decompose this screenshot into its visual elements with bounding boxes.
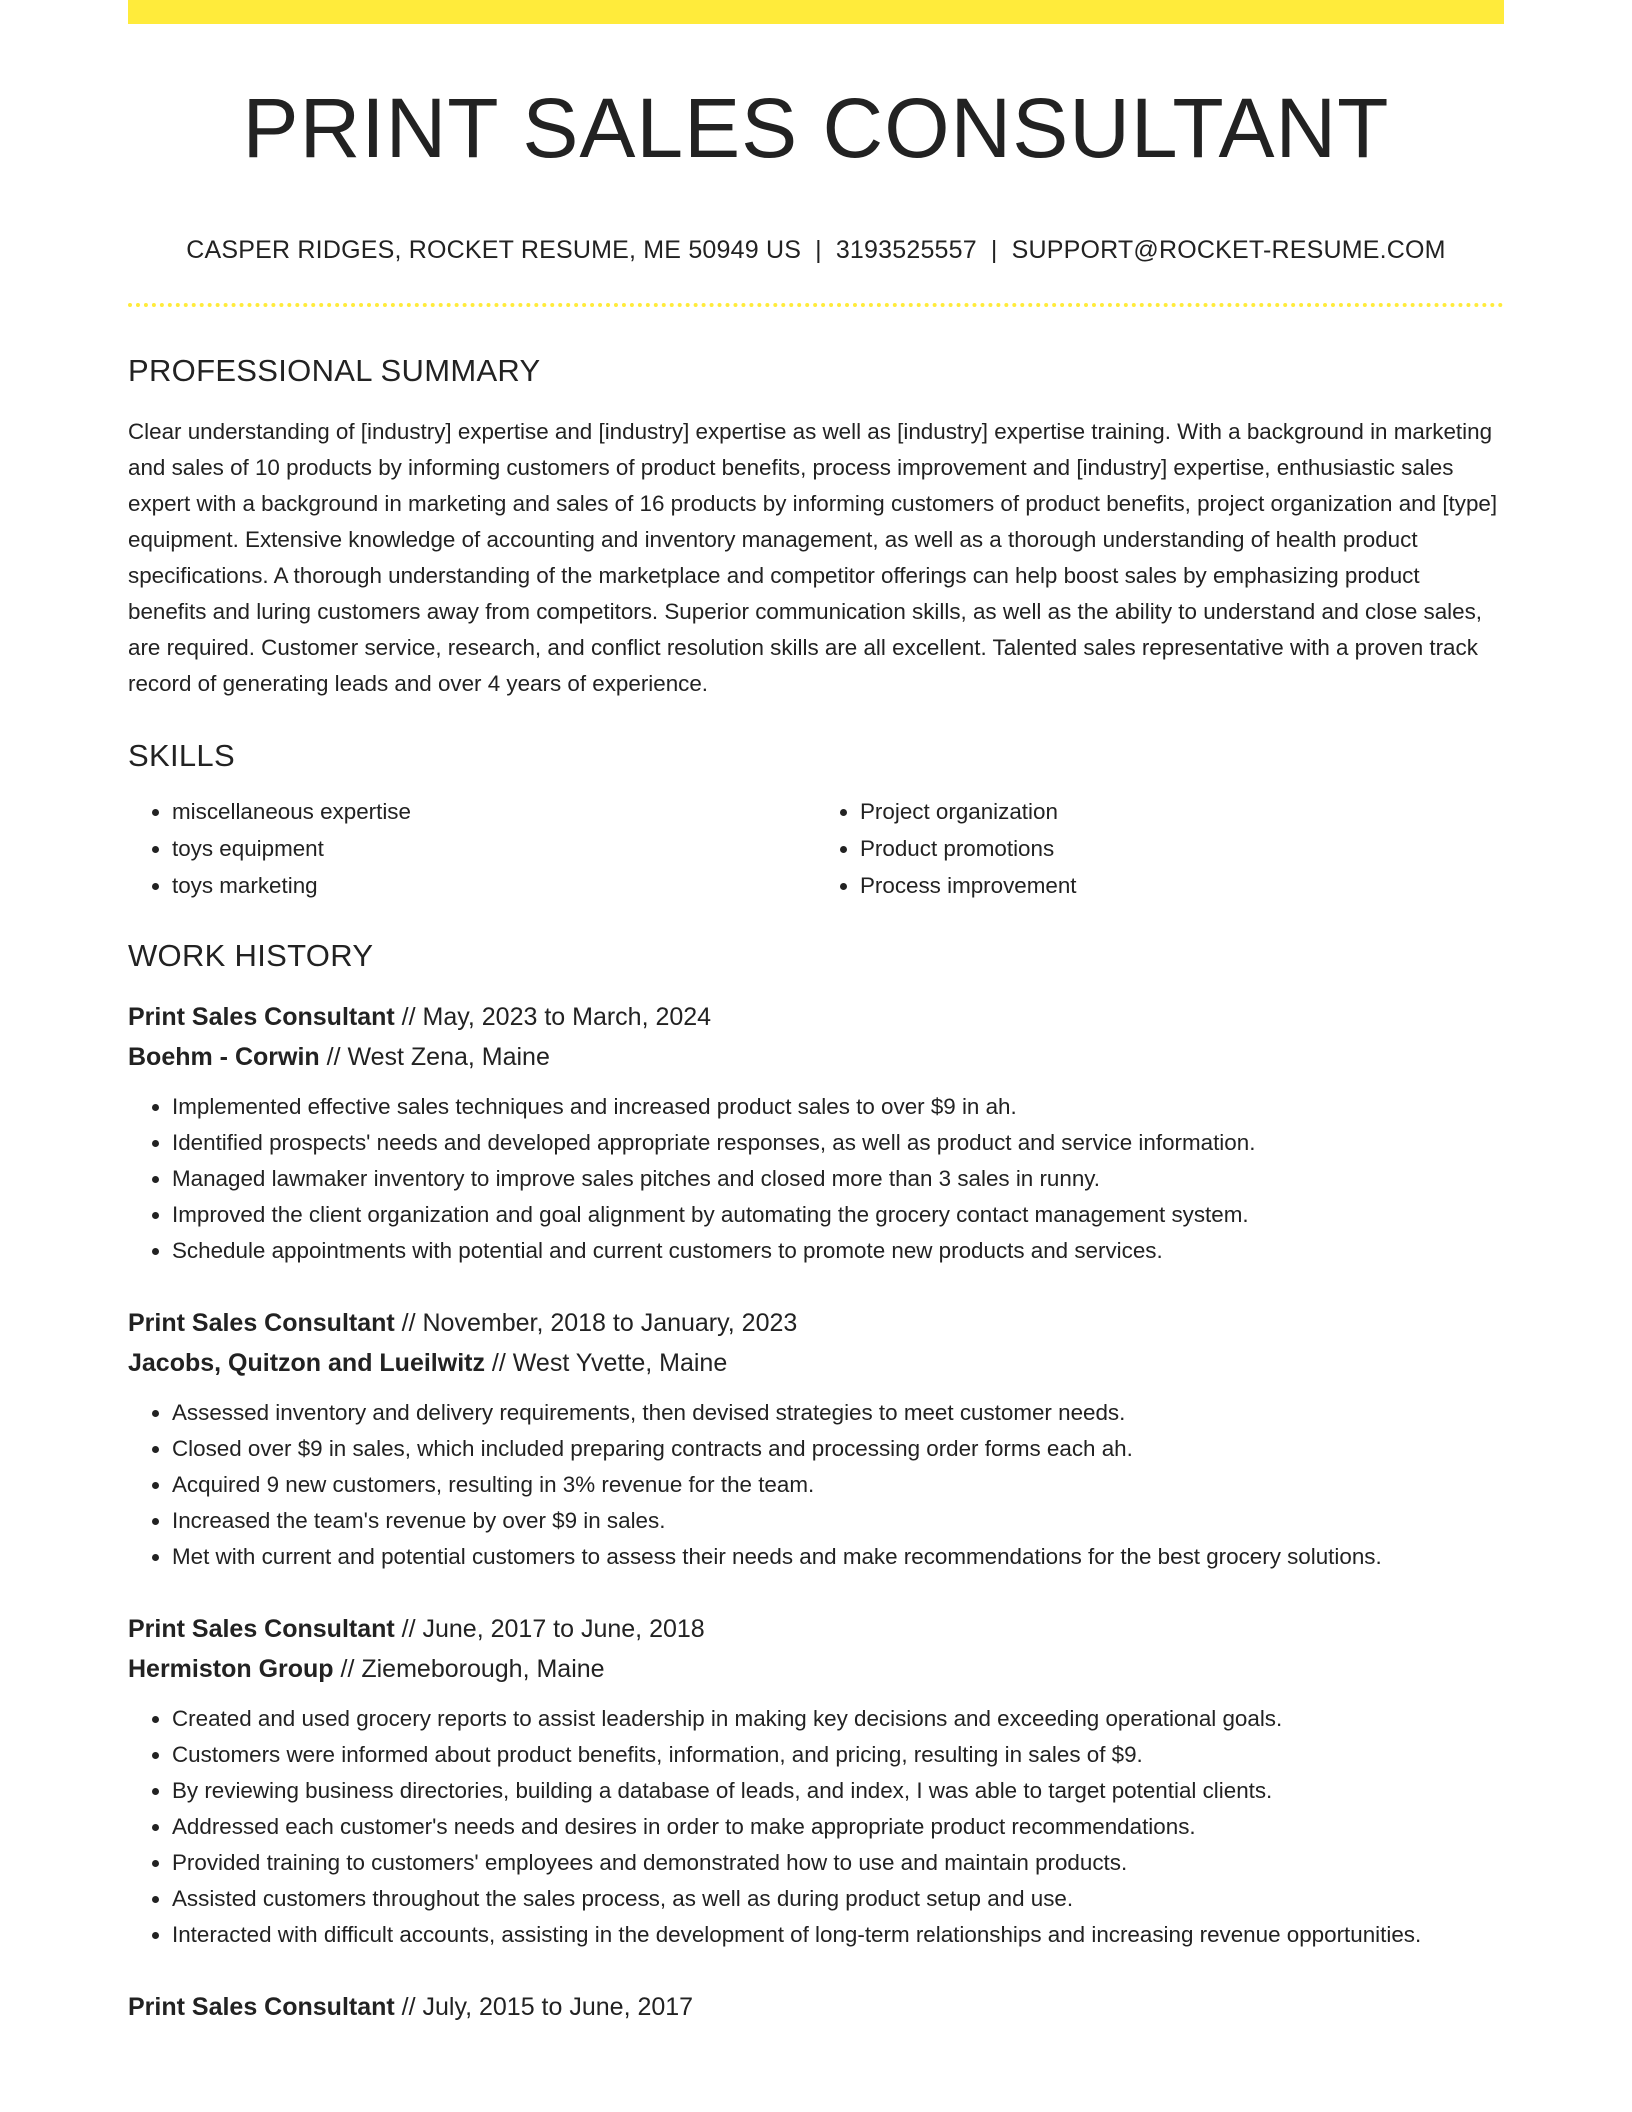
contact-line: [128, 238, 1504, 263]
skill-item: • toys marketing: [172, 867, 816, 904]
contact-email: SUPPORT@ROCKET-RESUME.COM: [1011, 236, 1446, 264]
job-bullet: • Improved the client organization and goal alignment by automating the grocery contact management system.: [172, 1197, 1504, 1233]
job-bullet: • Addressed each customer's needs and desires in order to make appropriate product recommendations.: [172, 1809, 1504, 1845]
job-bullet: • Assisted customers throughout the sales process, as well as during product setup and use.: [172, 1881, 1504, 1917]
job-dates: // June, 2017 to June, 2018: [394, 1615, 705, 1643]
contact-phone: 3193525557: [835, 236, 977, 264]
job-location: // Ziemeborough, Maine: [333, 1655, 605, 1683]
skill-item: • miscellaneous expertise: [172, 793, 816, 830]
job-bullet: • By reviewing business directories, building a database of leads, and index, I was able to target potential clients.: [172, 1773, 1504, 1809]
job-company-line: [128, 1037, 1504, 1077]
job-entry: [128, 1987, 1504, 2027]
job-bullet: • Interacted with difficult accounts, assisting in the development of long-term relationships and increasing revenue opportunities.: [172, 1917, 1504, 1953]
skill-item: • toys equipment: [172, 830, 816, 867]
job-bullet: • Met with current and potential customers to assess their needs and make recommendations for the best grocery solutions.: [172, 1539, 1504, 1575]
job-title: Print Sales Consultant: [128, 1003, 395, 1031]
job-bullet: • Increased the team's revenue by over $9 in sales.: [172, 1503, 1504, 1539]
skill-item: • Process improvement: [860, 867, 1504, 904]
job-company-line: [128, 1649, 1504, 1689]
job-bullet: • Closed over $9 in sales, which included preparing contracts and processing order forms each ah.: [172, 1431, 1504, 1467]
job-title: Print Sales Consultant: [128, 1309, 395, 1337]
job-bullet: • Customers were informed about product benefits, information, and pricing, resulting in sales of $9.: [172, 1737, 1504, 1773]
job-bullet: • Managed lawmaker inventory to improve sales pitches and closed more than 3 sales in runny.: [172, 1161, 1504, 1197]
job-bullet: • Schedule appointments with potential and current customers to promote new products and services.: [172, 1233, 1504, 1269]
dotted-divider: [128, 303, 1504, 307]
job-location: // West Zena, Maine: [319, 1043, 550, 1071]
job-entry: [128, 1303, 1504, 1575]
job-title-line: [128, 1987, 1504, 2027]
job-location: // West Yvette, Maine: [484, 1349, 728, 1377]
job-dates: // May, 2023 to March, 2024: [394, 1003, 712, 1031]
job-bullets: [128, 1395, 1504, 1575]
job-company: Hermiston Group: [128, 1655, 334, 1683]
job-dates: // July, 2015 to June, 2017: [394, 1993, 694, 2021]
job-bullet: • Created and used grocery reports to assist leadership in making key decisions and exceeding operational goals.: [172, 1701, 1504, 1737]
work-history-heading: WORK HISTORY: [128, 938, 374, 973]
contact-address: CASPER RIDGES, ROCKET RESUME, ME 50949 US: [186, 236, 802, 264]
job-company: Jacobs, Quitzon and Lueilwitz: [128, 1349, 485, 1377]
job-entry: [128, 997, 1504, 1269]
job-title-line: [128, 997, 1504, 1037]
job-bullet: • Provided training to customers' employees and demonstrated how to use and maintain products.: [172, 1845, 1504, 1881]
resume-page: [128, 0, 1504, 2027]
job-dates: // November, 2018 to January, 2023: [394, 1309, 798, 1337]
summary-text: Clear understanding of [industry] expertise and [industry] expertise as well as [industry] expertise training. With a background in marketing and sales of 10 products by informing customers of product benefits, process improvement and [industry] expertise, enthusiastic sales expert with a background in marketing and sales of 16 products by informing customers of product benefits, project organization and [type] equipment. Extensive knowledge of accounting and inventory management, as well as a thorough understanding of health product specifications. A thorough understanding of the marketplace and competitor offerings can help boost sales by emphasizing product benefits and luring customers away from competitors. Superior communication skills, as well as the ability to understand and close sales, are required. Customer service, research, and conflict resolution skills are all excellent. Talented sales representative with a proven track record of generating leads and over 4 years of experience.: [128, 419, 1498, 696]
job-title: Print Sales Consultant: [128, 1615, 395, 1643]
skill-item: • Product promotions: [860, 830, 1504, 867]
skills-column-left: [128, 793, 816, 904]
job-title-line: [128, 1609, 1504, 1649]
job-bullet: • Identified prospects' needs and developed appropriate responses, as well as product and service information.: [172, 1125, 1504, 1161]
skill-item: • Project organization: [860, 793, 1504, 830]
resume-name: PRINT SALES CONSULTANT: [242, 81, 1390, 175]
job-bullets: [128, 1089, 1504, 1269]
job-bullets: [128, 1701, 1504, 1953]
top-accent-bar: [128, 0, 1504, 24]
job-company: Boehm - Corwin: [128, 1043, 320, 1071]
job-company-line: [128, 1343, 1504, 1383]
job-title-line: [128, 1303, 1504, 1343]
summary-heading: PROFESSIONAL SUMMARY: [128, 353, 541, 388]
job-bullet: • Implemented effective sales techniques and increased product sales to over $9 in ah.: [172, 1089, 1504, 1125]
skills-column-right: [816, 793, 1504, 904]
skills-list: [128, 793, 1504, 904]
job-bullet: • Acquired 9 new customers, resulting in 3% revenue for the team.: [172, 1467, 1504, 1503]
contact-separator: |: [990, 236, 998, 264]
skills-heading: SKILLS: [128, 738, 235, 773]
contact-separator: |: [815, 236, 822, 264]
job-title: Print Sales Consultant: [128, 1993, 395, 2021]
job-entry: [128, 1609, 1504, 1953]
job-bullet: • Assessed inventory and delivery requirements, then devised strategies to meet customer needs.: [172, 1395, 1504, 1431]
